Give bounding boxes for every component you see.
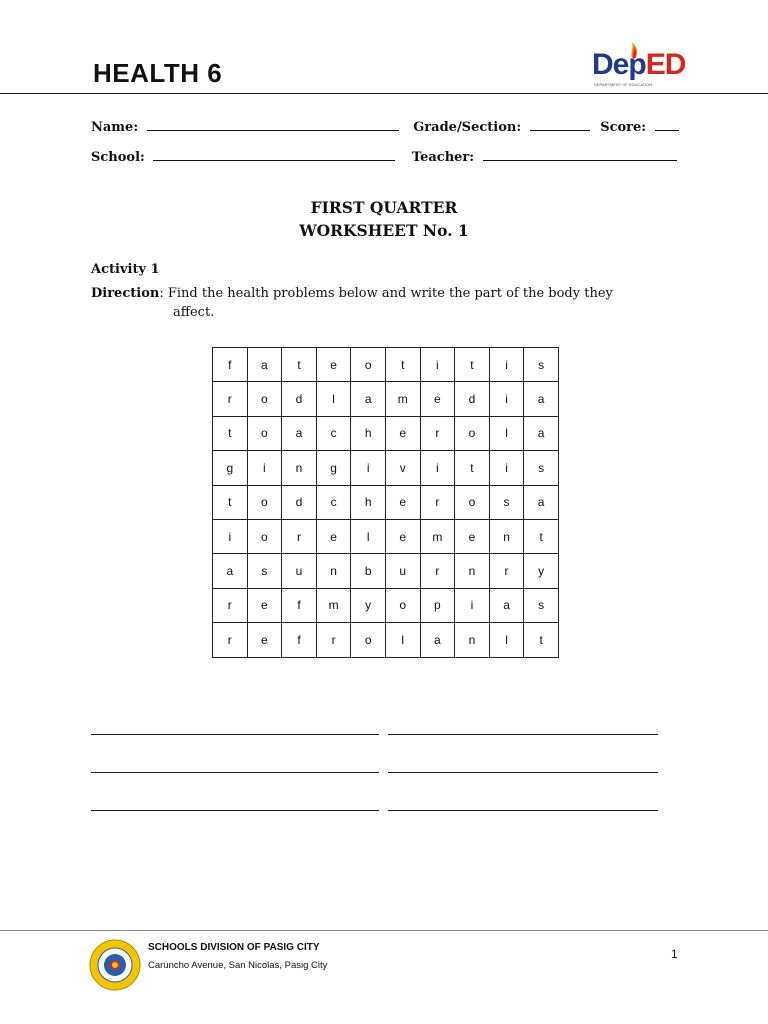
grid-cell: r xyxy=(213,623,248,657)
grid-cell: s xyxy=(524,588,559,622)
grid-row xyxy=(213,588,559,622)
grid-row xyxy=(213,451,559,485)
grid-cell: s xyxy=(524,348,559,382)
grid-row xyxy=(213,554,559,588)
grid-cell: f xyxy=(282,588,317,622)
grid-cell: l xyxy=(385,623,420,657)
activity-heading: Activity 1 xyxy=(91,262,160,277)
grid-row xyxy=(213,485,559,519)
grid-cell: t xyxy=(385,348,420,382)
grid-cell: c xyxy=(316,485,351,519)
direction-line-1: : Find the health problems below and write the part of the body they xyxy=(159,286,613,301)
grid-cell: a xyxy=(282,416,317,450)
grid-cell: f xyxy=(282,623,317,657)
grid-cell: r xyxy=(282,519,317,553)
grid-cell: p xyxy=(420,588,455,622)
school-field[interactable] xyxy=(153,148,395,161)
grid-cell: e xyxy=(455,519,490,553)
grid-cell: r xyxy=(420,485,455,519)
grid-cell: r xyxy=(213,382,248,416)
grade-section-field[interactable] xyxy=(530,118,590,131)
school-label: School: xyxy=(91,150,145,165)
answer-line[interactable] xyxy=(388,772,658,773)
answer-line[interactable] xyxy=(91,734,379,735)
worksheet-subject-title: HEALTH 6 xyxy=(93,58,223,88)
grid-cell: s xyxy=(489,485,524,519)
grid-cell: t xyxy=(282,348,317,382)
grid-cell: a xyxy=(213,554,248,588)
grid-cell: h xyxy=(351,485,386,519)
division-seal-icon xyxy=(89,939,141,991)
grid-cell: o xyxy=(351,623,386,657)
grid-cell: n xyxy=(282,451,317,485)
grid-cell: t xyxy=(524,519,559,553)
grid-cell: n xyxy=(455,623,490,657)
name-field[interactable] xyxy=(147,118,399,131)
grid-cell: f xyxy=(213,348,248,382)
grid-cell: s xyxy=(247,554,282,588)
direction-label: Direction xyxy=(91,286,160,301)
grid-cell: a xyxy=(524,382,559,416)
grid-cell: y xyxy=(524,554,559,588)
teacher-label: Teacher: xyxy=(411,150,475,165)
grid-cell: d xyxy=(282,485,317,519)
grid-cell: o xyxy=(247,382,282,416)
grid-cell: a xyxy=(351,382,386,416)
grid-cell: r xyxy=(316,623,351,657)
grid-cell: o xyxy=(455,416,490,450)
grid-cell: t xyxy=(213,485,248,519)
grid-cell: t xyxy=(213,416,248,450)
grid-cell: r xyxy=(420,554,455,588)
school-info-row xyxy=(91,148,677,165)
grid-cell: i xyxy=(489,451,524,485)
worksheet-title: WORKSHEET No. 1 xyxy=(299,221,469,240)
logo-wordmark-dep: Dep xyxy=(592,48,646,81)
grid-cell: i xyxy=(489,382,524,416)
grid-cell: v xyxy=(385,451,420,485)
grid-cell: n xyxy=(316,554,351,588)
answer-line[interactable] xyxy=(91,810,379,811)
grid-cell: o xyxy=(385,588,420,622)
grid-cell: h xyxy=(351,416,386,450)
grid-cell: o xyxy=(247,485,282,519)
grid-cell: u xyxy=(385,554,420,588)
direction-text xyxy=(91,284,681,322)
logo-wordmark xyxy=(592,48,685,82)
grid-cell: t xyxy=(455,451,490,485)
grid-cell: a xyxy=(420,623,455,657)
grid-cell: e xyxy=(385,416,420,450)
quarter-title: FIRST QUARTER xyxy=(310,198,458,217)
grid-cell: i xyxy=(489,348,524,382)
grid-cell: l xyxy=(489,623,524,657)
grid-row xyxy=(213,348,559,382)
grid-cell: c xyxy=(316,416,351,450)
grid-cell: u xyxy=(282,554,317,588)
grid-cell: g xyxy=(213,451,248,485)
answer-line[interactable] xyxy=(91,772,379,773)
score-label: Score: xyxy=(600,120,647,135)
page-number: 1 xyxy=(671,947,678,961)
grid-cell: l xyxy=(351,519,386,553)
grid-cell: s xyxy=(524,451,559,485)
footer-organization: SCHOOLS DIVISION OF PASIG CITY xyxy=(148,942,320,953)
header-divider xyxy=(0,93,768,94)
grid-row xyxy=(213,416,559,450)
word-search-grid xyxy=(212,347,559,658)
direction-line-2: affect. xyxy=(173,305,215,320)
grid-cell: l xyxy=(489,416,524,450)
grid-cell: m xyxy=(420,519,455,553)
logo-wordmark-ed: ED xyxy=(645,48,686,81)
answer-line[interactable] xyxy=(388,734,658,735)
grid-cell: l xyxy=(316,382,351,416)
grid-cell: t xyxy=(524,623,559,657)
grid-cell: e xyxy=(316,519,351,553)
grid-cell: i xyxy=(420,348,455,382)
grid-cell: i xyxy=(351,451,386,485)
grid-cell: d xyxy=(455,382,490,416)
grid-cell: i xyxy=(247,451,282,485)
grid-cell: i xyxy=(455,588,490,622)
grid-cell: m xyxy=(316,588,351,622)
teacher-field[interactable] xyxy=(483,148,677,161)
grid-cell: e xyxy=(316,348,351,382)
grid-cell: a xyxy=(524,416,559,450)
grid-cell: g xyxy=(316,451,351,485)
grid-cell: o xyxy=(247,519,282,553)
answer-line[interactable] xyxy=(388,810,658,811)
footer-divider xyxy=(0,930,768,931)
student-info-row xyxy=(91,118,679,135)
grid-cell: e xyxy=(247,623,282,657)
grid-cell: t xyxy=(455,348,490,382)
grid-cell: a xyxy=(247,348,282,382)
grid-cell: b xyxy=(351,554,386,588)
grid-cell: n xyxy=(489,519,524,553)
grid-cell: r xyxy=(420,416,455,450)
grid-cell: o xyxy=(455,485,490,519)
score-field[interactable] xyxy=(655,118,679,131)
grid-cell: a xyxy=(524,485,559,519)
name-label: Name: xyxy=(91,120,139,135)
grid-cell: e xyxy=(385,485,420,519)
grid-cell: a xyxy=(489,588,524,622)
grid-cell: e xyxy=(385,519,420,553)
grid-row xyxy=(213,382,559,416)
grid-row xyxy=(213,623,559,657)
grid-cell: e xyxy=(420,382,455,416)
grid-cell: y xyxy=(351,588,386,622)
logo-subtext: DEPARTMENT OF EDUCATION xyxy=(594,82,653,87)
grade-section-label: Grade/Section: xyxy=(413,120,522,135)
grid-cell: m xyxy=(385,382,420,416)
grid-cell: o xyxy=(351,348,386,382)
grid-cell: d xyxy=(282,382,317,416)
grid-cell: i xyxy=(213,519,248,553)
grid-cell: r xyxy=(213,588,248,622)
grid-cell: r xyxy=(489,554,524,588)
grid-cell: n xyxy=(455,554,490,588)
deped-logo xyxy=(592,42,684,90)
grid-row xyxy=(213,519,559,553)
grid-cell: i xyxy=(420,451,455,485)
grid-cell: e xyxy=(247,588,282,622)
grid-cell: o xyxy=(247,416,282,450)
footer-address: Caruncho Avenue, San Nicolas, Pasig City xyxy=(148,960,328,971)
